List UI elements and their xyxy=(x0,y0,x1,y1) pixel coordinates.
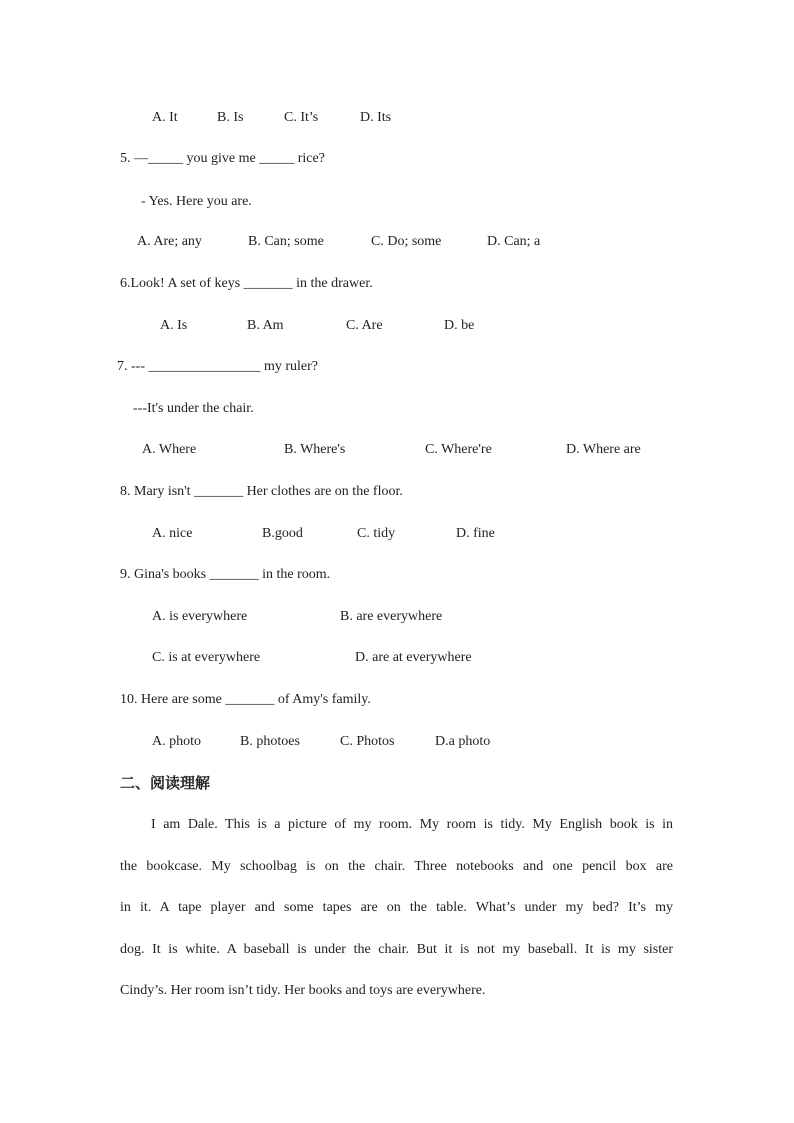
q9-option-d: D. are at everywhere xyxy=(355,650,472,665)
q5-option-c: C. Do; some xyxy=(371,234,442,249)
q4-option-b: B. Is xyxy=(217,110,244,125)
q5-stem: 5. —_____ you give me _____ rice? xyxy=(120,151,325,166)
q4-option-c: C. It’s xyxy=(284,110,319,125)
passage-line: I am Dale. This is a picture of my room. My room is tidy. My English book is in xyxy=(151,817,673,832)
q9-stem: 9. Gina's books _______ in the room. xyxy=(120,567,331,582)
passage-line: the bookcase. My schoolbag is on the chair. Three notebooks and one pencil box are xyxy=(120,858,673,874)
reading-passage xyxy=(120,804,673,1012)
q6-option-c: C. Are xyxy=(346,318,383,333)
q8-option-b: B.good xyxy=(262,526,303,541)
q7-option-d: D. Where are xyxy=(566,442,641,457)
q7-answer: ---It's under the chair. xyxy=(133,401,254,416)
q7-stem: 7. --- ________________ my ruler? xyxy=(117,359,319,374)
q6-stem: 6.Look! A set of keys _______ in the drawer. xyxy=(120,276,373,291)
q9-option-b: B. are everywhere xyxy=(340,609,443,624)
q5-option-a: A. Are; any xyxy=(137,234,202,249)
q5-option-d: D. Can; a xyxy=(487,234,541,249)
q9-option-c: C. is at everywhere xyxy=(152,650,261,665)
q10-option-d: D.a photo xyxy=(435,734,491,749)
q10-option-a: A. photo xyxy=(152,734,201,749)
q6-option-b: B. Am xyxy=(247,318,284,333)
q9-option-a: A. is everywhere xyxy=(152,609,248,624)
q10-option-c: C. Photos xyxy=(340,734,395,749)
q8-option-d: D. fine xyxy=(456,526,495,541)
q4-option-d: D. Its xyxy=(360,110,392,125)
q6-option-d: D. be xyxy=(444,318,475,333)
q7-option-a: A. Where xyxy=(142,442,197,457)
q10-stem: 10. Here are some _______ of Amy's family. xyxy=(120,692,371,707)
q5-option-b: B. Can; some xyxy=(248,234,324,249)
q4-option-a: A. It xyxy=(152,110,178,125)
q8-option-a: A. nice xyxy=(152,526,193,541)
q5-answer: - Yes. Here you are. xyxy=(141,194,252,209)
q8-stem: 8. Mary isn't _______ Her clothes are on the floor. xyxy=(120,484,403,499)
q10-option-b: B. photoes xyxy=(240,734,300,749)
section-heading-reading: 二、阅读理解 xyxy=(120,774,211,792)
passage-line: dog. It is white. A baseball is under the chair. But it is not my baseball. It is my sister xyxy=(120,941,673,957)
passage-line: in it. A tape player and some tapes are on the table. What’s under my bed? It’s my xyxy=(120,900,673,915)
passage-line: Cindy’s. Her room isn’t tidy. Her books and toys are everywhere. xyxy=(120,983,486,998)
q7-option-b: B. Where's xyxy=(284,442,346,457)
q6-option-a: A. Is xyxy=(160,318,188,333)
q7-option-c: C. Where're xyxy=(425,442,492,457)
q8-option-c: C. tidy xyxy=(357,526,396,541)
